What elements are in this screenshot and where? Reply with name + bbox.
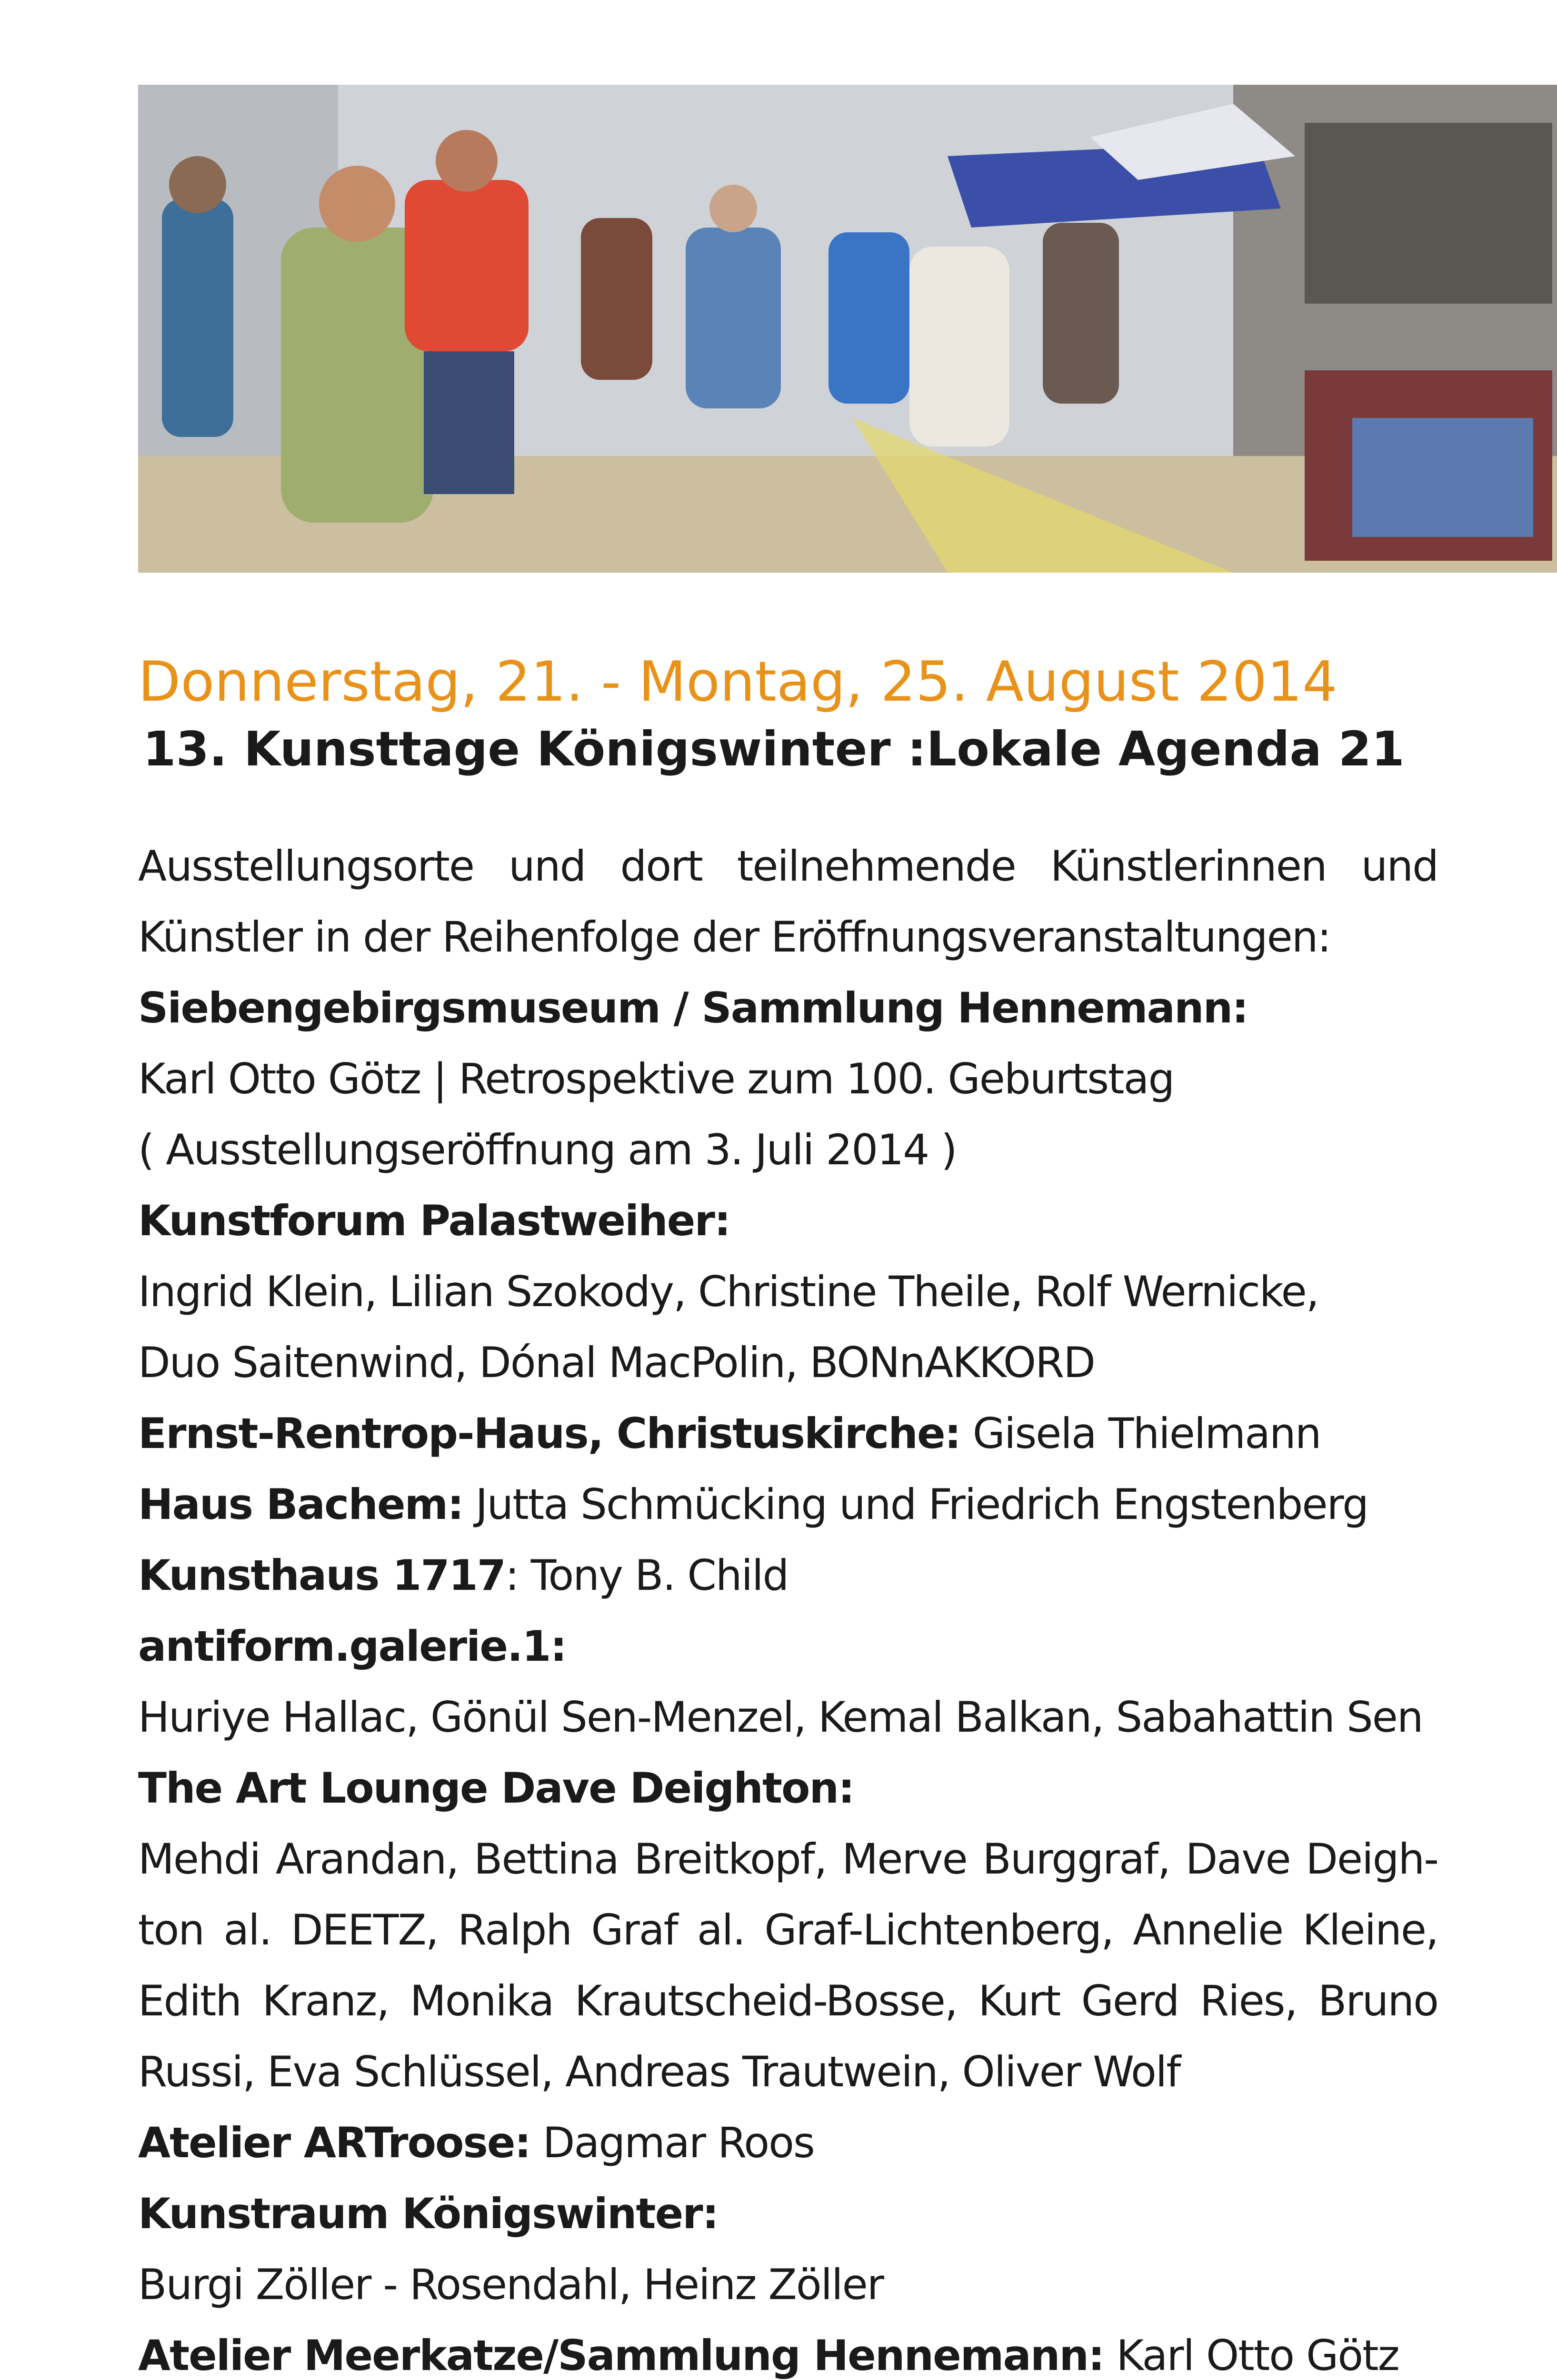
venue-name: Kunstforum Palastweiher: [138, 1196, 730, 1245]
venue-name: Haus Bachem: [138, 1480, 463, 1529]
venue-artists: ( Ausstellungseröffnung am 3. Juli 2014 ) [138, 1125, 957, 1174]
venue-artists: Jutta Schmücking und Friedrich Engstenberg [463, 1480, 1368, 1529]
venue-artists: Burgi Zöller - Rosendahl, Heinz Zöller [138, 2260, 883, 2309]
venue-name: Siebengebirgsmuseum / Sammlung Hennemann: [138, 983, 1248, 1032]
venue-artists: Edith Kranz, Monika Krautscheid-Bosse, Kurt Gerd Ries, Bruno [138, 1976, 1438, 2025]
venue-artists: Duo Saitenwind, Dónal MacPolin, BONnAKKORD [138, 1338, 1095, 1387]
venue-name: Kunsthaus 1717 [138, 1551, 506, 1600]
event-title: 13. Kunsttage Königswinter :Lokale Agenda 21 [143, 721, 1405, 777]
venue-list [138, 831, 1438, 2380]
venue-artists: Mehdi Arandan, Bettina Breitkopf, Merve Burggraf, Dave Deigh- [138, 1835, 1438, 1884]
venue-artists: Russi, Eva Schlüssel, Andreas Trautwein, Oliver Wolf [138, 2047, 1180, 2096]
street-scene-illustration [138, 85, 1557, 573]
venue-name: Atelier ARTroose: [138, 2118, 530, 2167]
venue-name: Ernst-Rentrop-Haus, Christuskirche: [138, 1409, 960, 1458]
hero-street-painting [138, 85, 1557, 573]
venue-entry [138, 2107, 1438, 2178]
venue-artists: ton al. DEETZ, Ralph Graf al. Graf-Lichtenberg, Annelie Kleine, [138, 1905, 1438, 1954]
venue-artists: Karl Otto Götz [1104, 2331, 1399, 2380]
venue-artists: Huriye Hallac, Gönül Sen-Menzel, Kemal Balkan, Sabahattin Sen [138, 1693, 1423, 1742]
venue-entry [138, 1469, 1438, 1540]
venue-artists: Karl Otto Götz | Retrospektive zum 100. Geburtstag [138, 1054, 1174, 1103]
venue-entry [138, 1398, 1438, 1469]
venue-artists: Gisela Thielmann [960, 1409, 1321, 1458]
intro-line: Ausstellungsorte und dort teilnehmende Künstlerinnen und [138, 842, 1438, 891]
venue-entry [138, 1540, 1438, 1611]
venue-artists: Dagmar Roos [530, 2118, 814, 2167]
venue-artists: : Tony B. Child [505, 1551, 788, 1600]
event-date: Donnerstag, 21. - Montag, 25. August 2014 [138, 650, 1337, 714]
venue-entry [138, 2320, 1438, 2380]
venue-artists: Ingrid Klein, Lilian Szokody, Christine Theile, Rolf Wernicke, [138, 1267, 1318, 1316]
venue-name: antiform.galerie.1: [138, 1622, 566, 1671]
intro-line: Künstler in der Reihenfolge der Eröffnungsveranstaltungen: [138, 912, 1331, 962]
venue-name: The Art Lounge Dave Deighton: [138, 1764, 854, 1813]
venue-name: Kunstraum Königswinter: [138, 2189, 718, 2238]
venue-name: Atelier Meerkatze/Sammlung Hennemann: [138, 2331, 1104, 2380]
